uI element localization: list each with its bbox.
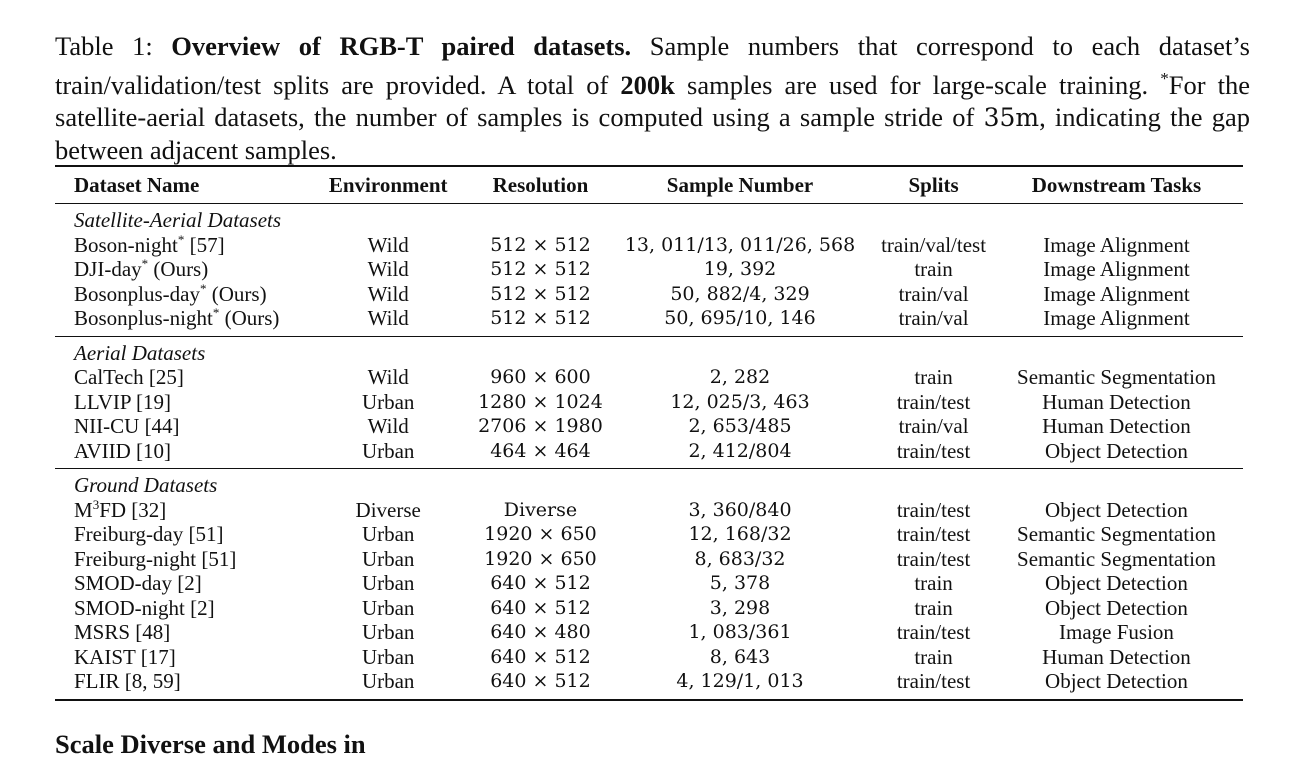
splits-cell: train/test xyxy=(896,438,971,463)
table-group xyxy=(55,469,1243,700)
header-splits: Splits xyxy=(908,173,959,197)
table-row xyxy=(55,498,1243,523)
caption-text-2: samples are used for large-scale training. xyxy=(674,69,1161,100)
table-row xyxy=(55,596,1243,621)
environment-cell: Wild xyxy=(367,232,409,257)
next-section-heading: Scale Diverse and Modes in xyxy=(55,729,366,759)
resolution-cell: Diverse xyxy=(503,498,578,521)
splits-cell: train xyxy=(914,595,953,620)
dataset-name-cell: MSRS [48] xyxy=(74,620,171,644)
dataset-name-cell: DJI-day* (Ours) xyxy=(74,256,209,281)
task-cell: Semantic Segmentation xyxy=(1017,365,1216,389)
dataset-name-cell: LLVIP [19] xyxy=(74,389,172,414)
resolution-cell: 512 × 512 xyxy=(490,307,591,329)
resolution-cell: 640 × 512 xyxy=(490,596,591,619)
sample-number-cell: 2, 282 xyxy=(709,366,771,388)
table-row xyxy=(55,365,1243,390)
task-cell: Image Alignment xyxy=(1043,232,1190,257)
table-row xyxy=(55,390,1243,415)
splits-cell: train/test xyxy=(896,669,971,693)
resolution-cell: 960 × 600 xyxy=(490,366,591,388)
dataset-name-cell: $M^3FD$ [32] xyxy=(74,496,167,522)
sample-number-cell: 50, 695/10, 146 xyxy=(664,307,816,329)
caption-stride: 35m xyxy=(983,102,1040,132)
environment-cell: Wild xyxy=(367,365,409,389)
splits-cell: train xyxy=(914,365,953,389)
table-row xyxy=(55,414,1243,439)
task-cell: Image Alignment xyxy=(1043,257,1190,281)
dataset-name-cell: Bosonplus-night* (Ours) xyxy=(74,305,280,330)
task-cell: Image Alignment xyxy=(1043,281,1190,306)
table-row xyxy=(55,306,1243,331)
resolution-cell: 640 × 480 xyxy=(490,621,591,643)
caption-text-3: For the satellite-aerial datasets, the number of samples is computed using a sample stride of xyxy=(55,69,1251,132)
sample-number-cell: 19, 392 xyxy=(703,258,777,280)
environment-cell: Urban xyxy=(361,546,415,571)
group-title: Aerial Datasets xyxy=(74,340,206,365)
table-row xyxy=(55,439,1243,464)
resolution-cell: 512 × 512 xyxy=(490,233,591,256)
environment-cell: Diverse xyxy=(355,497,421,522)
splits-cell: train/test xyxy=(896,620,971,644)
splits-cell: train/val xyxy=(898,306,969,330)
splits-cell: train/val xyxy=(898,281,969,306)
caption-text-1: Sample numbers that correspond to each dataset’s train/validation/test splits are provided. A total of xyxy=(55,31,1250,100)
task-cell: Semantic Segmentation xyxy=(1017,522,1216,546)
sample-number-cell: 2, 653/485 xyxy=(688,415,792,437)
table-row xyxy=(55,571,1243,596)
table-row xyxy=(55,620,1243,645)
task-cell: Object Detection xyxy=(1045,571,1188,595)
resolution-cell: 1920 × 650 xyxy=(484,547,597,570)
header-environment: Environment xyxy=(328,173,448,197)
header-dataset-name: Dataset Name xyxy=(74,173,200,197)
task-cell: Object Detection xyxy=(1045,595,1188,620)
environment-cell: Urban xyxy=(361,595,415,620)
table-row xyxy=(55,669,1243,694)
environment-cell: Urban xyxy=(361,644,415,669)
resolution-cell: 1920 × 650 xyxy=(484,523,597,545)
group-title: Satellite-Aerial Datasets xyxy=(74,208,282,232)
sample-number-cell: 3, 298 xyxy=(709,596,771,619)
header-sample-number: Sample Number xyxy=(666,173,814,197)
environment-cell: Wild xyxy=(367,306,409,330)
sample-number-cell: 8, 683/32 xyxy=(694,547,786,570)
header-downstream-tasks: Downstream Tasks xyxy=(1031,173,1202,197)
environment-cell: Urban xyxy=(361,389,415,414)
environment-cell: Urban xyxy=(361,571,415,595)
group-title-row xyxy=(55,469,1243,498)
task-cell: Object Detection xyxy=(1045,669,1188,693)
resolution-cell: 2706 × 1980 xyxy=(478,415,603,437)
dataset-name-cell: AVIID [10] xyxy=(74,438,172,463)
dataset-name-cell: Freiburg-night [51] xyxy=(74,546,237,571)
resolution-cell: 640 × 512 xyxy=(490,645,591,668)
group-title-row xyxy=(55,336,1243,365)
environment-cell: Wild xyxy=(367,414,409,438)
caption-title: Overview of RGB-T paired datasets. xyxy=(171,31,632,61)
sample-number-cell: 13, 011/13, 011/26, 568 xyxy=(624,233,856,256)
group-spacer xyxy=(55,694,1243,700)
table-group xyxy=(55,336,1243,469)
task-cell: Semantic Segmentation xyxy=(1017,546,1216,571)
dataset-name-cell: CalTech [25] xyxy=(74,365,184,389)
task-cell: Object Detection xyxy=(1045,438,1188,463)
task-cell: Image Fusion xyxy=(1059,620,1174,644)
environment-cell: Urban xyxy=(361,669,415,693)
dataset-name-cell: KAIST [17] xyxy=(74,644,176,669)
resolution-cell: 464 × 464 xyxy=(490,439,591,462)
sample-number-cell: 2, 412/804 xyxy=(688,439,792,462)
resolution-cell: 640 × 512 xyxy=(490,572,591,594)
caption-star: * xyxy=(1160,68,1169,88)
dataset-name-cell: SMOD-night [2] xyxy=(74,595,215,620)
splits-cell: train/test xyxy=(896,522,971,546)
sample-number-cell: 12, 168/32 xyxy=(688,523,792,545)
table-caption xyxy=(55,30,1250,167)
splits-cell: train/test xyxy=(896,497,971,522)
environment-cell: Urban xyxy=(361,620,415,644)
environment-cell: Wild xyxy=(367,257,409,281)
splits-cell: train/val xyxy=(898,414,969,438)
splits-cell: train xyxy=(914,571,953,595)
resolution-cell: 512 × 512 xyxy=(490,282,591,305)
table-row xyxy=(55,522,1243,547)
splits-cell: train xyxy=(914,644,953,669)
task-cell: Human Detection xyxy=(1042,644,1191,669)
header-resolution: Resolution xyxy=(492,173,589,197)
splits-cell: train/test xyxy=(896,546,971,571)
sample-number-cell: 50, 882/4, 329 xyxy=(670,282,810,305)
dataset-name-cell: Freiburg-day [51] xyxy=(74,522,224,546)
splits-cell: train/test xyxy=(896,389,971,414)
sample-number-cell: 5, 378 xyxy=(709,572,771,594)
table-group xyxy=(55,204,1243,337)
group-title: Ground Datasets xyxy=(74,473,218,497)
table-row xyxy=(55,233,1243,258)
resolution-cell: 1280 × 1024 xyxy=(478,390,603,413)
caption-text-4: , indicating the gap between adjacent samples. xyxy=(55,101,1250,166)
table-row xyxy=(55,257,1243,282)
dataset-name-cell: FLIR [8, 59] xyxy=(74,669,181,693)
dataset-name-cell: NII-CU [44] xyxy=(74,414,180,438)
table-header-row xyxy=(55,166,1243,204)
table-row xyxy=(55,645,1243,670)
dataset-name-cell: Boson-night* [57] xyxy=(74,231,225,257)
caption-label: Table 1: xyxy=(55,31,153,61)
sample-number-cell: 8, 643 xyxy=(709,645,771,668)
caption-sample-count: 200k xyxy=(620,69,675,100)
environment-cell: Urban xyxy=(361,438,415,463)
sample-number-cell: 12, 025/3, 463 xyxy=(670,390,810,413)
table-row xyxy=(55,282,1243,307)
task-cell: Human Detection xyxy=(1042,389,1191,414)
resolution-cell: 640 × 512 xyxy=(490,670,591,692)
sample-number-cell: 3, 360/840 xyxy=(688,498,792,521)
task-cell: Image Alignment xyxy=(1043,306,1190,330)
table-row xyxy=(55,547,1243,572)
splits-cell: train/val/test xyxy=(881,232,987,257)
sample-number-cell: 1, 083/361 xyxy=(688,621,792,643)
splits-cell: train xyxy=(914,257,953,281)
task-cell: Human Detection xyxy=(1042,414,1191,438)
dataset-name-cell: SMOD-day [2] xyxy=(74,571,202,595)
resolution-cell: 512 × 512 xyxy=(490,258,591,280)
sample-number-cell: 4, 129/1, 013 xyxy=(676,670,804,692)
task-cell: Object Detection xyxy=(1045,497,1188,522)
group-title-row xyxy=(55,204,1243,233)
datasets-table xyxy=(55,165,1243,701)
environment-cell: Urban xyxy=(361,522,415,546)
environment-cell: Wild xyxy=(367,281,409,306)
dataset-name-cell: Bosonplus-day* (Ours) xyxy=(74,280,267,306)
